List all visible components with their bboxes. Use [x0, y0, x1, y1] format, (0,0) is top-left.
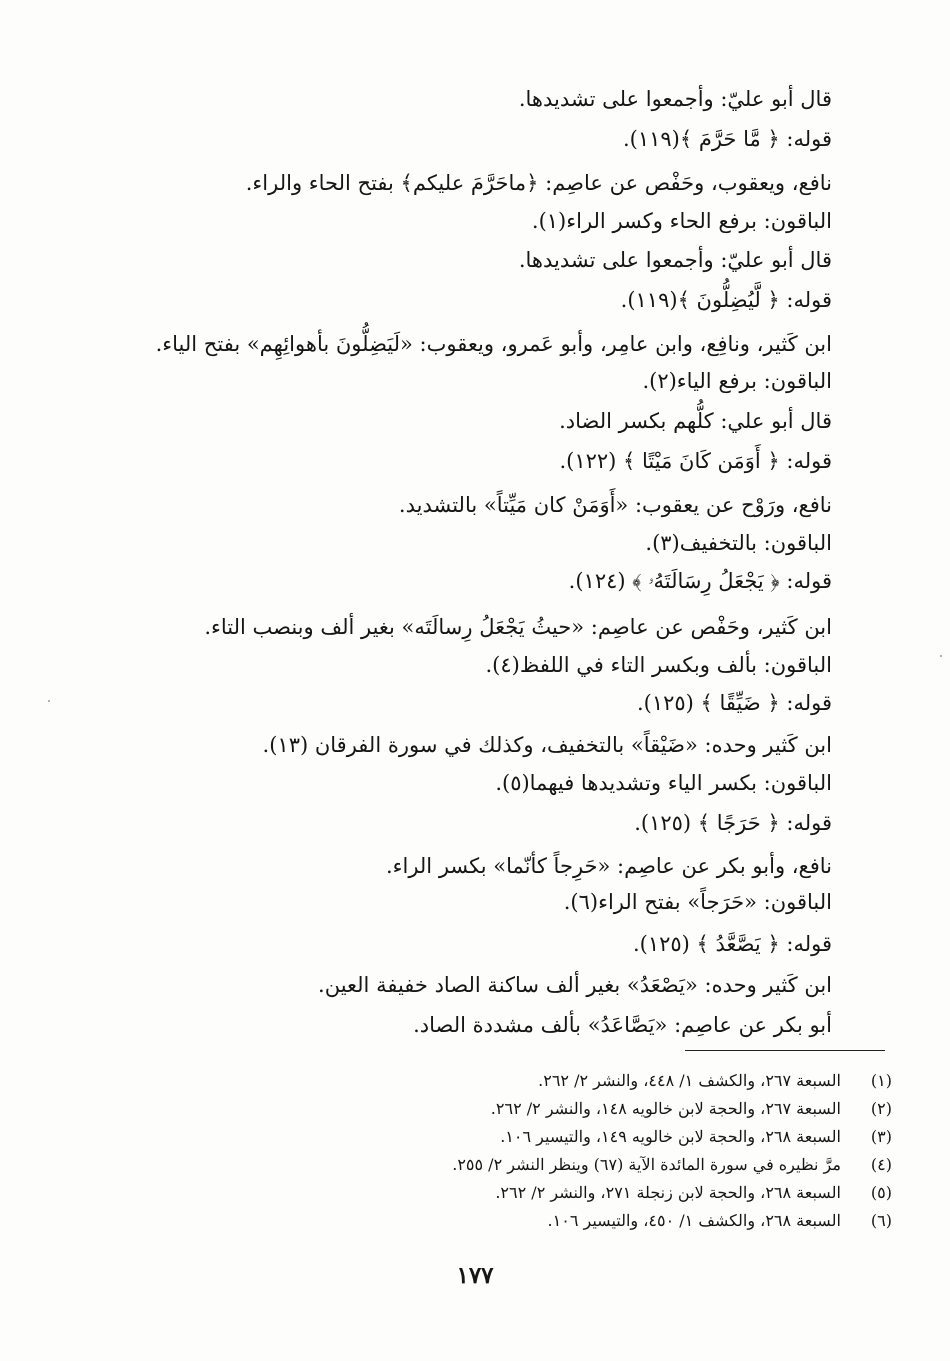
verse-heading: قوله: ﴿ حَرَجًا ﴾ (١٢٥).: [634, 811, 832, 835]
text-line: الباقون: بالتخفيف(٣).: [645, 531, 832, 555]
scan-speck: [940, 655, 942, 657]
text-line: الباقون: بألف وبكسر التاء في اللفظ(٤).: [485, 653, 832, 677]
footnote: [500, 1124, 892, 1150]
footnote: [452, 1152, 892, 1178]
footnote-text: مرَّ نظيره في سورة المائدة الآية (٦٧) وينظر النشر ٢/ ٢٥٥.: [452, 1155, 841, 1174]
text-line: أبو بكر عن عاصِم: «يَصَّاعَدُ» بألف مشددة الصاد.: [413, 1013, 832, 1037]
scan-speck: [48, 700, 50, 702]
text-line: الباقون: «حَرَجاً» بفتح الراء(٦).: [563, 890, 832, 914]
text-line: ابن كَثير وحده: «يَصْعَدُ» بغير ألف ساكنة الصاد خفيفة العين.: [318, 973, 832, 997]
footnote-number: (٥): [870, 1183, 892, 1202]
verse-heading: قوله: ﴿ يَجْعَلُ رِسَالَتَهُۥ ﴾ (١٢٤).: [568, 569, 832, 593]
verse-heading: قوله: ﴿ يَصَّعَّدُ ﴾ (١٢٥).: [632, 932, 832, 956]
verse-heading: قوله: ﴿ أَوَمَن كَانَ مَيْتًا ﴾ (١٢٢).: [559, 449, 832, 473]
text-line: الباقون: برفع الحاء وكسر الراء(١).: [531, 209, 832, 233]
text-line: الباقون: برفع الياء(٢).: [642, 369, 832, 393]
footnote-number: (٦): [870, 1211, 892, 1230]
text-line: ابن كَثير وحده: «ضَيْقاً» بالتخفيف، وكذلك في سورة الفرقان (١٣).: [262, 733, 832, 757]
footnote: [495, 1180, 892, 1206]
footnote: [548, 1208, 892, 1234]
footnote-text: السبعة ٢٦٧، والكشف ١/ ٤٤٨، والنشر ٢/ ٢٦٢.: [538, 1071, 841, 1090]
footnote-number: (٢): [870, 1099, 892, 1118]
footnote-text: السبعة ٢٦٨، والكشف ١/ ٤٥٠، والتيسير ١٠٦.: [547, 1211, 841, 1230]
footnote: [538, 1068, 892, 1094]
footnote-text: السبعة ٢٦٨، والحجة لابن زنجلة ٢٧١، والنشر ٢/ ٢٦٢.: [495, 1183, 841, 1202]
footnote-number: (١): [870, 1071, 892, 1090]
text-line: نافع، ويعقوب، وحَفْص عن عاصِم: ﴿ماحَرَّمَ عليكم﴾ بفتح الحاء والراء.: [245, 171, 832, 195]
footnote-text: السبعة ٢٦٨، والحجة لابن خالويه ١٤٩، والتيسير ١٠٦.: [500, 1127, 841, 1146]
text-line: الباقون: بكسر الياء وتشديدها فيهما(٥).: [495, 771, 832, 795]
text-line: قال أبو عليّ: وأجمعوا على تشديدها.: [518, 248, 832, 272]
text-line: نافع، وأبو بكر عن عاصِم: «حَرِجاً كأنّما» بكسر الراء.: [385, 854, 832, 878]
text-line: نافع، ورَوْح عن يعقوب: «أَوَمَنْ كان مَيِّتاً» بالتشديد.: [398, 493, 832, 517]
verse-heading: قوله: ﴿ لَّيُضِلُّونَ ﴾(١١٩).: [620, 288, 832, 312]
text-line: ابن كَثير، وحَفْص عن عاصِم: «حيثُ يَجْعَلُ رِسالَتَه» بغير ألف وبنصب التاء.: [204, 615, 832, 639]
footnote-number: (٣): [870, 1127, 892, 1146]
footnote-number: (٤): [870, 1155, 892, 1174]
footnote-separator: [685, 1050, 885, 1051]
text-line: قال أبو عليّ: وأجمعوا على تشديدها.: [518, 87, 832, 111]
verse-heading: قوله: ﴿ ضَيِّقًا ﴾ (١٢٥).: [636, 691, 832, 715]
text-line: ابن كَثير، ونافِع، وابن عامِر، وأبو عَمرو، ويعقوب: «لَيَضِلُّونَ بأهوائِهِم» بفتح الياء.: [155, 332, 832, 356]
text-line: قال أبو علي: كلُّهم بكسر الضاد.: [559, 409, 832, 433]
footnote-text: السبعة ٢٦٧، والحجة لابن خالويه ١٤٨، والنشر ٢/ ٢٦٢.: [490, 1099, 841, 1118]
page-number: ١٧٧: [456, 1262, 494, 1289]
footnote: [491, 1096, 892, 1122]
verse-heading: قوله: ﴿ مَّا حَرَّمَ ﴾(١١٩).: [622, 127, 832, 151]
